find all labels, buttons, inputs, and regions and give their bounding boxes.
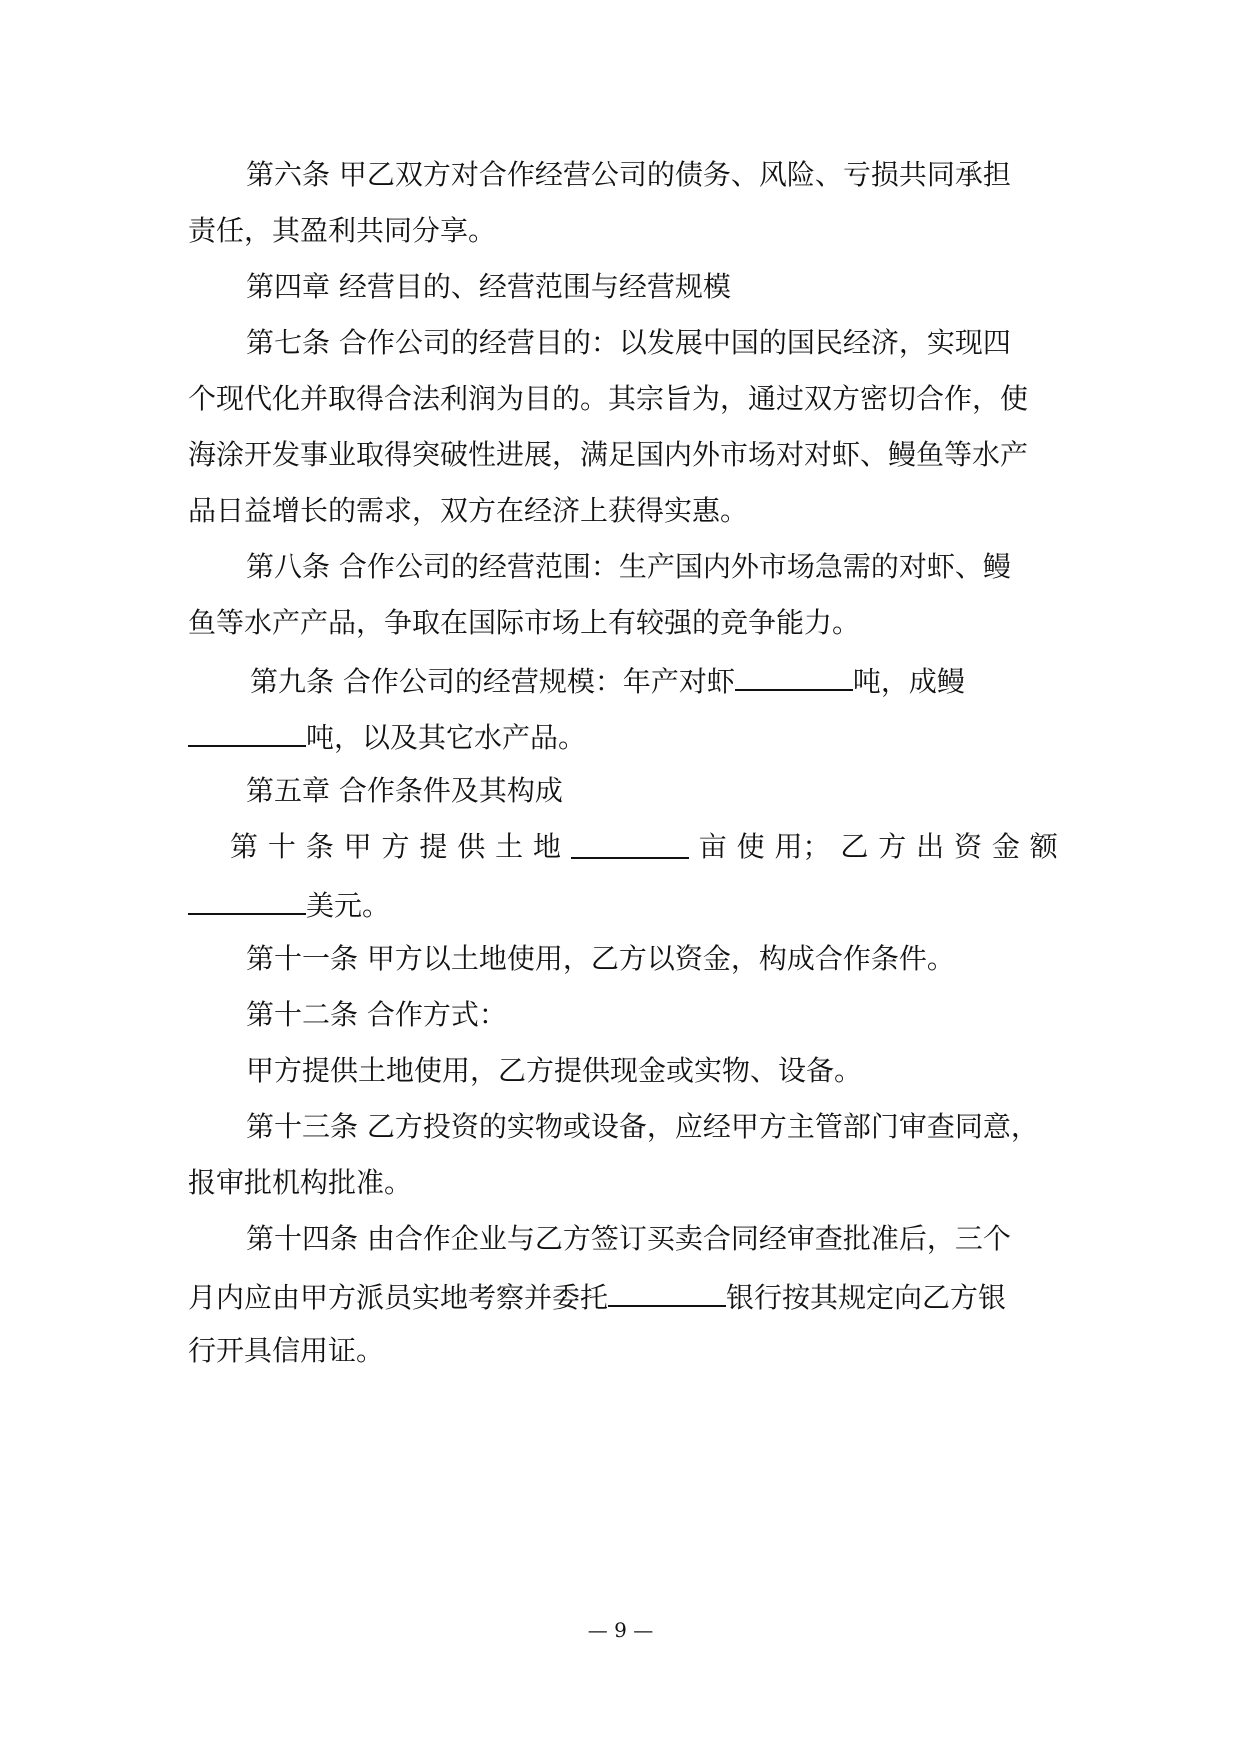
blank-shrimp-tons[interactable] xyxy=(735,659,853,691)
article-11: 第十一条 甲方以土地使用，乙方以资金，构成合作条件。 xyxy=(246,942,955,975)
chapter-5-heading: 第五章 合作条件及其构成 xyxy=(246,774,563,807)
article-10-line-2 xyxy=(188,883,1058,926)
article-10-char: 金 xyxy=(991,830,1020,863)
article-10-char: 甲 xyxy=(343,830,372,863)
article-10-char: 提 xyxy=(419,830,448,863)
blank-investment-usd[interactable] xyxy=(188,883,306,915)
article-8-line-1: 第八条 合作公司的经营范围：生产国内外市场急需的对虾、鳗 xyxy=(246,550,1011,583)
chapter-4-heading: 第四章 经营目的、经营范围与经营规模 xyxy=(246,270,731,303)
article-9-text-c: 吨，以及其它水产品。 xyxy=(306,721,587,754)
article-13-line-1: 第十三条 乙方投资的实物或设备，应经甲方主管部门审查同意， xyxy=(246,1110,1039,1143)
article-10-char: 出 xyxy=(916,830,945,863)
article-7-line-3: 海涂开发事业取得突破性进展，满足国内外市场对对虾、鳗鱼等水产 xyxy=(188,438,1029,471)
article-10-char: 方 xyxy=(878,830,907,863)
article-10-char: 额 xyxy=(1029,830,1058,863)
article-12-detail: 甲方提供土地使用，乙方提供现金或实物、设备。 xyxy=(246,1054,863,1087)
article-7-line-1: 第七条 合作公司的经营目的：以发展中国的国民经济，实现四 xyxy=(246,326,1011,359)
article-10-char: 亩 xyxy=(698,830,727,863)
article-10-char: 十 xyxy=(267,830,296,863)
article-14-line-3: 行开具信用证。 xyxy=(188,1334,385,1367)
article-13-line-2: 报审批机构批准。 xyxy=(188,1166,413,1199)
article-8-line-2: 鱼等水产产品，争取在国际市场上有较强的竞争能力。 xyxy=(188,606,861,639)
article-10-char: 用； xyxy=(774,830,831,863)
article-14-line-1: 第十四条 由合作企业与乙方签订买卖合同经审查批准后，三个 xyxy=(246,1222,1011,1255)
article-10-char: 土 xyxy=(495,830,524,863)
article-10-text-usd: 美元。 xyxy=(306,889,391,922)
article-10-char: 资 xyxy=(953,830,982,863)
article-10-line-1 xyxy=(188,827,1058,867)
blank-bank-name[interactable] xyxy=(608,1275,726,1307)
article-12: 第十二条 合作方式： xyxy=(246,998,507,1031)
article-9-line-2 xyxy=(188,715,1058,758)
article-10-char: 乙 xyxy=(840,830,869,863)
article-9-text-b: 吨，成鳗 xyxy=(852,665,965,698)
article-10-char: 条 xyxy=(305,830,334,863)
article-14-text-a: 月内应由甲方派员实地考察并委托 xyxy=(188,1281,609,1314)
blank-land-mu[interactable] xyxy=(571,827,689,859)
article-10-char: 第 xyxy=(230,830,259,863)
article-6-line-2: 责任，其盈利共同分享。 xyxy=(188,214,497,247)
article-9-text-a: 第九条 合作公司的经营规模：年产对虾 xyxy=(250,665,735,698)
article-10-char: 供 xyxy=(457,830,486,863)
article-9-line-1 xyxy=(188,659,1120,702)
article-6-line-1: 第六条 甲乙双方对合作经营公司的债务、风险、亏损共同承担 xyxy=(246,158,1011,191)
article-10-char: 使 xyxy=(736,830,765,863)
blank-eel-tons[interactable] xyxy=(188,715,306,747)
article-7-line-4: 品日益增长的需求，双方在经济上获得实惠。 xyxy=(188,494,749,527)
article-7-line-2: 个现代化并取得合法利润为目的。其宗旨为，通过双方密切合作，使 xyxy=(188,382,1029,415)
article-14-line-2 xyxy=(188,1275,1058,1318)
article-10-char: 方 xyxy=(381,830,410,863)
page-number: — 9 — xyxy=(587,1618,654,1642)
article-14-text-b: 银行按其规定向乙方银 xyxy=(726,1281,1007,1314)
article-10-char: 地 xyxy=(533,830,562,863)
